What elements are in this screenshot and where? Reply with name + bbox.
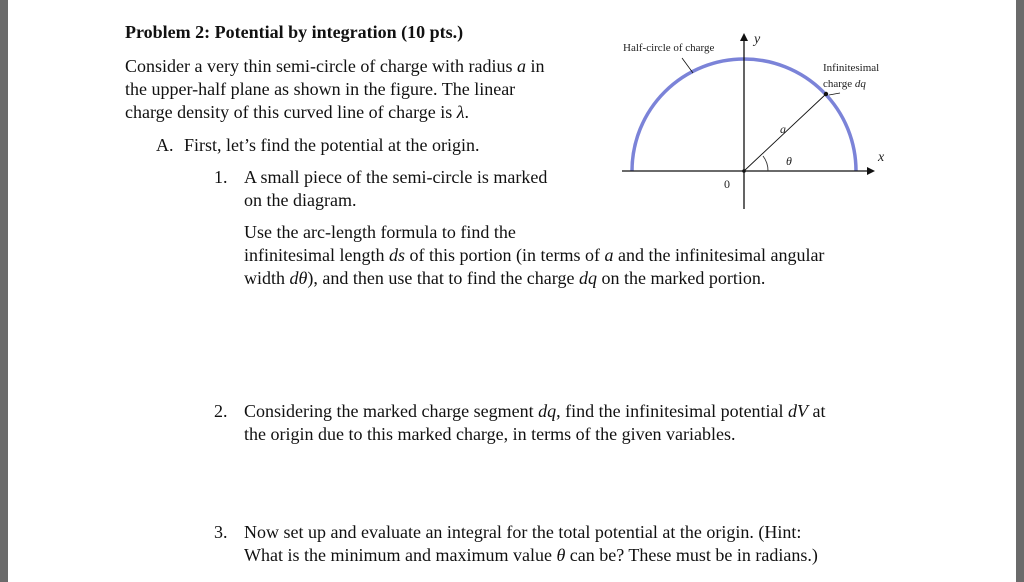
intro-var-lambda: λ xyxy=(456,102,465,122)
document-page xyxy=(8,0,1016,582)
label-halfcircle: Half-circle of charge xyxy=(623,42,715,54)
intro-line-3-post: . xyxy=(464,102,470,122)
intro-line-3 xyxy=(125,101,469,124)
dq-marker-dot xyxy=(824,92,828,96)
label-charge-dq xyxy=(823,78,866,90)
q1-var-ds: ds xyxy=(388,245,405,265)
label-a: a xyxy=(780,122,786,136)
q3-line-2 xyxy=(244,544,818,567)
label-y: y xyxy=(754,32,761,47)
intro-line-1 xyxy=(125,55,545,78)
q2-line-1-mid: , find the infinitesimal potential xyxy=(556,401,789,421)
intro-line-3-pre: charge density of this curved line of charge is xyxy=(125,102,457,122)
q1-line-5-pre: width xyxy=(244,268,290,288)
q2-line-1-post: at xyxy=(808,401,826,421)
part-a-label: A. xyxy=(156,135,174,155)
q1-line-1: A small piece of the semi-circle is marked xyxy=(244,167,548,187)
q1-line-5-post: on the marked portion. xyxy=(596,268,766,288)
label-infinitesimal: Infinitesimal xyxy=(823,62,880,74)
label-charge-pre: charge xyxy=(823,78,855,90)
q3-line-1: Now set up and evaluate an integral for the total potential at the origin. (Hint: xyxy=(244,522,802,542)
label-x: x xyxy=(878,150,885,165)
q3-number: 3. xyxy=(214,522,228,542)
q1-line-2: on the diagram. xyxy=(244,190,357,210)
q3-var-theta: θ xyxy=(556,545,566,565)
q1-number: 1. xyxy=(214,167,228,187)
dq-pointer xyxy=(829,93,840,95)
q2-line-2: the origin due to this marked charge, in terms of the given variables. xyxy=(244,424,736,444)
label-origin: 0 xyxy=(724,177,730,191)
q1-line-5-mid: ), and then use that to find the charge xyxy=(307,268,579,288)
q2-line-1 xyxy=(244,400,826,423)
semicircle-figure xyxy=(608,25,898,220)
q1-var-dq: dq xyxy=(578,268,597,288)
theta-angle-arc xyxy=(763,156,768,171)
problem-title: Problem 2: Potential by integration (10 pts.) xyxy=(125,22,464,42)
q1-line-4-pre: infinitesimal length xyxy=(244,245,389,265)
q2-var-dq: dq xyxy=(538,401,557,421)
q1-line-4-post: and the infinitesimal angular xyxy=(613,245,825,265)
q3-line-2-post: can be? These must be in radians.) xyxy=(565,545,818,565)
part-a-text: First, let’s find the potential at the origin. xyxy=(184,135,480,155)
q2-line-1-pre: Considering the marked charge segment xyxy=(244,401,539,421)
q1-line-4 xyxy=(244,244,824,267)
q1-line-4-mid: of this portion (in terms of xyxy=(405,245,605,265)
intro-line-1-post: in xyxy=(526,56,545,76)
label-theta: θ xyxy=(786,154,792,168)
intro-line-1-pre: Consider a very thin semi-circle of charge with radius xyxy=(125,56,518,76)
q1-line-5 xyxy=(244,267,765,290)
halfcircle-pointer xyxy=(682,58,693,73)
q1-line-3: Use the arc-length formula to find the xyxy=(244,222,516,242)
intro-line-2: the upper-half plane as shown in the figure. The linear xyxy=(125,79,516,99)
label-charge-var: dq xyxy=(854,78,866,90)
q2-number: 2. xyxy=(214,401,228,421)
origin-dot xyxy=(742,169,746,173)
q1-var-a: a xyxy=(604,245,614,265)
q3-line-2-pre: What is the minimum and maximum value xyxy=(244,545,557,565)
q2-var-dv: dV xyxy=(788,401,809,421)
intro-var-a: a xyxy=(517,56,527,76)
q1-var-dtheta: dθ xyxy=(289,268,308,288)
